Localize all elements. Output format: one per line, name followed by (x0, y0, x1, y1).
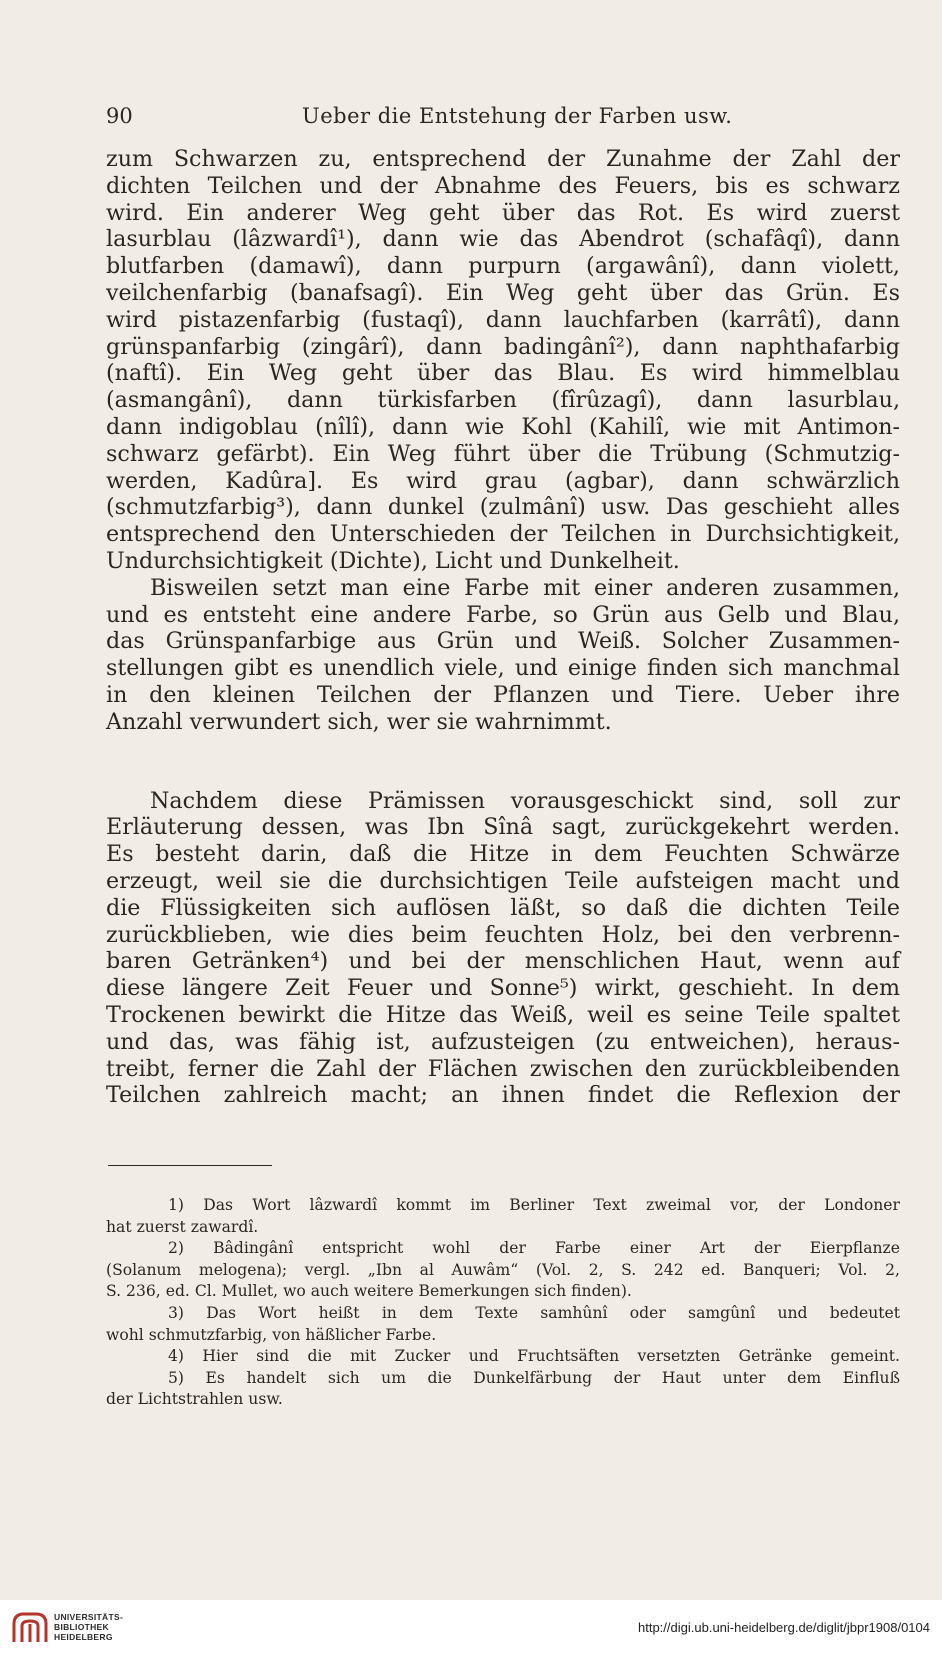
text-line: wird pistazenfarbig (fustaqî), dann lauchfarben (karrâtî), dann (106, 306, 900, 333)
text-line: entsprechend den Unterschieden der Teilchen in Durchsichtigkeit, (106, 521, 900, 548)
text-line: Bisweilen setzt man eine Farbe mit einer anderen zusammen, (150, 574, 900, 601)
text-line: veilchenfarbig (banafsagî). Ein Weg geht über das Grün. Es (106, 279, 900, 306)
text-line: Es besteht darin, daß die Hitze in dem Feuchten Schwärze (106, 841, 900, 868)
text-line: Erläuterung dessen, was Ibn Sînâ sagt, zurückgekehrt werden. (106, 814, 900, 841)
text-line: (schmutzfarbig³), dann dunkel (zulmânî) usw. Das geschieht alles (106, 494, 900, 521)
text-line: die Flüssigkeiten sich auflösen läßt, so daß die dichten Teile (106, 894, 900, 921)
text-line: blutfarben (damawî), dann purpurn (argawânî), dann violett, (106, 253, 900, 280)
library-logo-icon (10, 1608, 50, 1646)
footnote-line: der Lichtstrahlen usw. (106, 1390, 283, 1409)
text-line: Nachdem diese Prämissen vorausgeschickt sind, soll zur (150, 787, 900, 814)
text-line: treibt, ferner die Zahl der Flächen zwischen den zurückbleibenden (106, 1055, 900, 1082)
footnote-rule (108, 1165, 272, 1166)
text-line: schwarz gefärbt). Ein Weg führt über die Trübung (Schmutzig- (106, 440, 900, 467)
footnote-line: 5) Es handelt sich um die Dunkelfärbung der Haut unter dem Einfluß (168, 1368, 900, 1387)
text-line: dichten Teilchen und der Abnahme des Feuers, bis es schwarz (106, 172, 900, 199)
footnote-line: 2) Bâdingânî entspricht wohl der Farbe einer Art der Eierpflanze (168, 1239, 900, 1258)
main-text (106, 146, 900, 1109)
text-line: lasurblau (lâzwardî¹), dann wie das Abendrot (schafâqî), dann (106, 226, 900, 253)
footnotes (106, 1195, 900, 1411)
footnote-line: 4) Hier sind die mit Zucker und Fruchtsäften versetzten Getränke gemeint. (168, 1347, 900, 1366)
text-line: Teilchen zahlreich macht; an ihnen findet die Reflexion der (106, 1082, 900, 1109)
footnote-line: S. 236, ed. Cl. Mullet, wo auch weitere Bemerkungen sich finden). (106, 1282, 632, 1301)
digitization-footer (0, 1600, 942, 1654)
page-header (106, 104, 846, 134)
text-line: Trockenen bewirkt die Hitze das Weiß, weil es seine Teile spaltet (106, 1001, 900, 1028)
text-line: grünspanfarbig (zingârî), dann badingânî²), dann naphthafarbig (106, 333, 900, 360)
footnote-line: wohl schmutzfarbig, von häßlicher Farbe. (106, 1325, 437, 1344)
text-line: (asmangânî), dann türkisfarben (fîrûzagî), dann lasurblau, (106, 387, 900, 414)
footnote-line: 1) Das Wort lâzwardî kommt im Berliner Text zweimal vor, der Londoner (168, 1196, 900, 1214)
footnote-line: 3) Das Wort heißt in dem Texte samhûnî oder samgûnî und bedeutet (168, 1303, 900, 1322)
paragraph-gap (106, 736, 900, 788)
text-line: Undurchsichtigkeit (Dichte), Licht und Dunkelheit. (106, 547, 680, 574)
text-line: stellungen gibt es unendlich viele, und einige finden sich manchmal (106, 655, 900, 682)
text-line: in den kleinen Teilchen der Pflanzen und Tiere. Ueber ihre (106, 681, 900, 708)
text-line: das Grünspanfarbige aus Grün und Weiß. Solcher Zusammen- (106, 628, 900, 655)
running-title: Ueber die Entstehung der Farben usw. (302, 104, 733, 128)
text-line: baren Getränken⁴) und bei der menschlichen Haut, wenn auf (106, 948, 900, 975)
source-url-link[interactable]: http://digi.ub.uni-heidelberg.de/diglit/jbpr1908/0104 (638, 1620, 930, 1635)
text-line: erzeugt, weil sie die durchsichtigen Teile aufsteigen macht und (106, 867, 900, 894)
text-line: zum Schwarzen zu, entsprechend der Zunahme der Zahl der (106, 146, 900, 172)
text-line: zurückblieben, wie dies beim feuchten Holz, bei den verbrenn- (106, 921, 900, 948)
text-line: dann indigoblau (nîlî), dann wie Kohl (Kahilî, wie mit Antimon- (106, 413, 900, 440)
text-line: und es entsteht eine andere Farbe, so Grün aus Gelb und Blau, (106, 601, 900, 628)
text-line: diese längere Zeit Feuer und Sonne⁵) wirkt, geschieht. In dem (106, 975, 900, 1002)
text-line: werden, Kadûra]. Es wird grau (agbar), dann schwärzlich (106, 467, 900, 494)
footnote-line: (Solanum melogena); vergl. „Ibn al Auwâm“ (Vol. 2, S. 242 ed. Banqueri; Vol. 2, (106, 1260, 900, 1279)
text-line: Anzahl verwundert sich, wer sie wahrnimmt. (106, 708, 612, 735)
text-line: wird. Ein anderer Weg geht über das Rot. Es wird zuerst (106, 199, 900, 226)
text-line: und das, was fähig ist, aufzusteigen (zu entweichen), heraus- (106, 1028, 900, 1055)
page-number: 90 (106, 104, 133, 128)
text-line: (naftî). Ein Weg geht über das Blau. Es wird himmelblau (106, 360, 900, 387)
library-name: UNIVERSITÄTS- BIBLIOTHEK HEIDELBERG (54, 1612, 124, 1642)
footnote-line: hat zuerst zawardî. (106, 1217, 259, 1236)
